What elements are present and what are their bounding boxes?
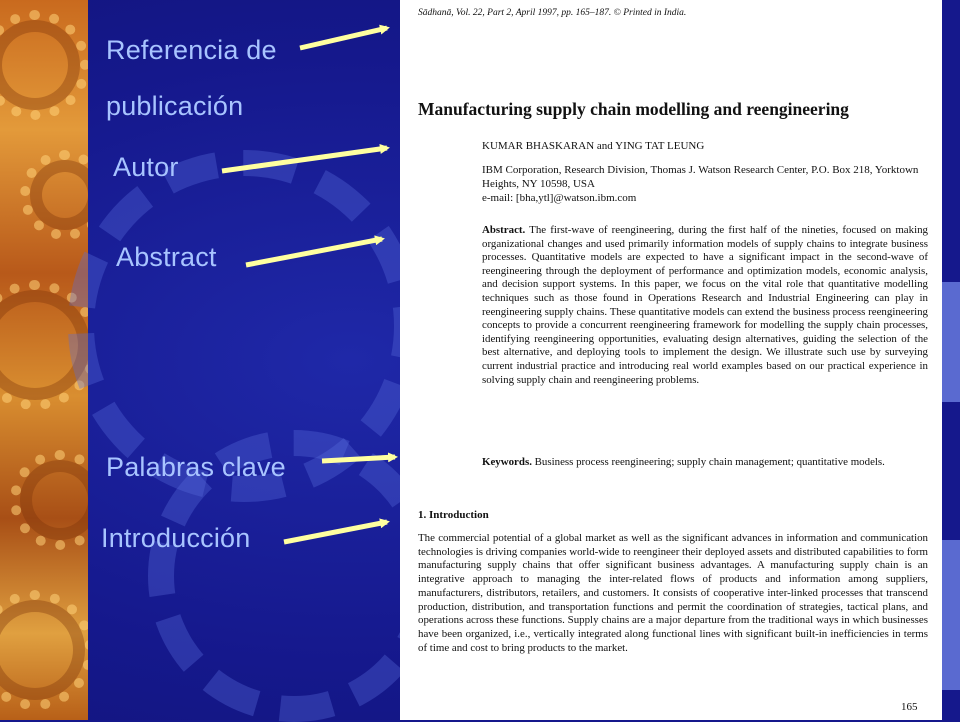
paper-keywords bbox=[482, 456, 928, 470]
arrow-autor bbox=[222, 148, 387, 171]
keywords-heading: Keywords. bbox=[482, 456, 532, 468]
arrow-referencia bbox=[300, 28, 387, 48]
paper-title: Manufacturing supply chain modelling and reengineering bbox=[418, 99, 849, 119]
label-referencia-line1: Referencia de bbox=[106, 35, 277, 65]
paper-affiliation bbox=[482, 163, 922, 205]
paper-page bbox=[400, 0, 942, 720]
label-palabras-clave: Palabras clave bbox=[106, 452, 286, 482]
arrow-introduccion bbox=[284, 522, 387, 542]
abstract-heading: Abstract. bbox=[482, 224, 526, 236]
abstract-text: The first-wave of reengineering, during the first half of the nineties, focused on making organizational changes and used primarily information models of supply chains to integrate business processes. Quantitative models are expected to have a significant impact in the second-wave of reengineering through the deployment of performance and optimization models, economic analysis, and decision support systems. In this paper, we focus on the vital role that quantitative modelling techniques such as those found in Operations Research and Industrial Engineering can play in reengineering supply chains. These quantitative models can extend the business process reengineering concepts to provide a concurrent reengineering framework for modelling the supply chain processes, identifying reengineering opportunities, evaluating design alternatives, guiding the selection of the best alternative, and deploying tools to implement the design. We illustrate such use by surveying current industrial practice and introducing real world examples based on our practical experience in solving supply chain and reengineering problems. bbox=[482, 224, 928, 386]
paper-authors: KUMAR BHASKARAN and YING TAT LEUNG bbox=[482, 140, 705, 152]
paper-abstract bbox=[482, 224, 928, 387]
affiliation-text: IBM Corporation, Research Division, Thomas J. Watson Research Center, P.O. Box 218, Yorktown Heights, NY 10598, USA bbox=[482, 164, 919, 190]
keywords-text: Business process reengineering; supply chain management; quantitative models. bbox=[534, 456, 885, 468]
paper-reference: Sādhanā, Vol. 22, Part 2, April 1997, pp. 165–187. © Printed in India. bbox=[418, 8, 687, 18]
label-introduccion: Introducción bbox=[101, 523, 251, 553]
label-referencia-line2: publicación bbox=[106, 91, 244, 121]
arrow-palabras-clave bbox=[322, 457, 395, 461]
page-number: 165 bbox=[901, 701, 918, 713]
introduction-text: The commercial potential of a global market as well as the significant advances in information and communication technologies is driving companies world-wide to reengineer their deployed assets and distributed capabilities to form manufacturing supply chains that offer significant business advantages. A manufacturing supply chain is an integrative approach to managing the inter-related flows of products and information among suppliers, manufacturers, distributors, retailers, and customers. It consists of cooperative inter-linked processes that transcend production, distribution, and transportation functions and permit the coordination of strategies, tactical plans, and operations across these functions. Supply chains are a major departure from the traditional ways in which businesses have been organized, i.e., vertically integrated along functional lines with significant built-in inefficiencies in terms of time and cost to bring products to the market. bbox=[418, 532, 928, 654]
affiliation-email: e-mail: [bha,ytl]@watson.ibm.com bbox=[482, 192, 637, 204]
section-heading-introduction: 1. Introduction bbox=[418, 509, 489, 521]
arrow-abstract bbox=[246, 239, 382, 265]
label-abstract: Abstract bbox=[116, 242, 217, 272]
label-autor: Autor bbox=[113, 152, 179, 182]
